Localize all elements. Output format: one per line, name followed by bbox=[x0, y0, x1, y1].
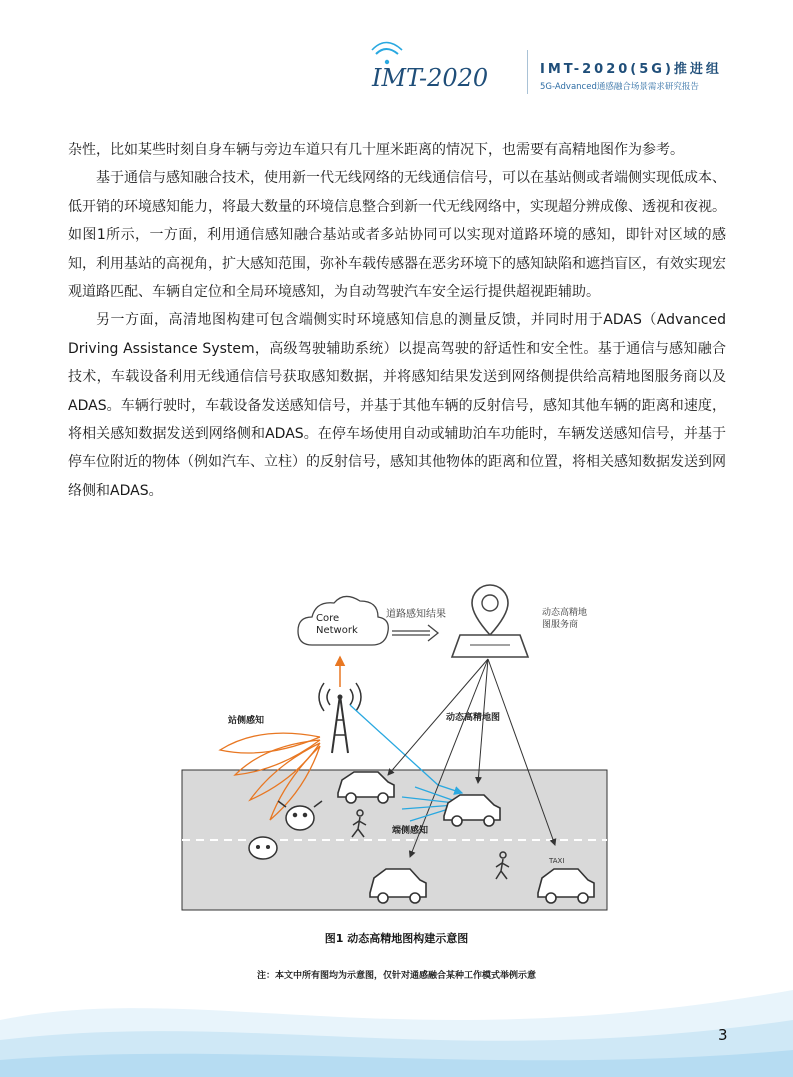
figure-caption: 图1 动态高精地图构建示意图 bbox=[324, 932, 469, 945]
paragraph-1: 杂性，比如某些时刻自身车辆与旁边车道只有几十厘米距离的情况下，也需要有高精地图作为参考。 bbox=[68, 142, 684, 158]
network-label: Network bbox=[316, 625, 358, 636]
dynamic-map-label: 动态高精地图 bbox=[446, 713, 501, 723]
figure-note: 注：本文中所有图均为示意图，仅针对通感融合某种工作模式举例示意 bbox=[256, 971, 536, 981]
body-text bbox=[68, 136, 726, 505]
paragraph-2: 基于通信与感知融合技术，使用新一代无线网络的无线通信信号，可以在基站侧或者端侧实现低成本、低开销的环境感知能力，将最大数量的环境信息整合到新一代无线网络中，实现超分辨成像、透视和夜视。如图1所示，一方面，利用通信感知融合基站或者多站协同可以实现对道路环境的感知，即针对区域的感知，利用基站的高视角，扩大感知范围，弥补车载传感器在恶劣环境下的感知缺陷和遮挡盲区，有效实现宏观道路匹配、车辆自定位和全局环境感知，为自动驾驶汽车安全运行提供超视距辅助。 bbox=[68, 170, 726, 301]
sheep-icon bbox=[249, 837, 277, 859]
road-result-arrow bbox=[392, 625, 438, 641]
header-subtitle: 5G-Advanced通感融合场景需求研究报告 bbox=[540, 82, 699, 92]
station-sensing-label: 站侧感知 bbox=[228, 716, 265, 726]
imt2020-logo bbox=[368, 40, 518, 100]
taxi-label: TAXI bbox=[549, 857, 565, 865]
page-number: 3 bbox=[718, 1026, 728, 1044]
logo-text: IMT-2020 bbox=[372, 64, 489, 92]
core-label: Core bbox=[316, 613, 340, 624]
map-provider-icon bbox=[452, 585, 528, 657]
map-provider-line2: 图服务商 bbox=[542, 620, 579, 630]
core-network-cloud bbox=[298, 596, 388, 645]
header-divider bbox=[527, 50, 528, 94]
base-station-icon bbox=[319, 683, 361, 753]
road-result-label: 道路感知结果 bbox=[386, 609, 446, 620]
terminal-sensing-label: 端侧感知 bbox=[392, 826, 429, 836]
dynamic-map-figure bbox=[170, 575, 620, 920]
paragraph-3: 另一方面，高清地图构建可包含端侧实时环境感知信息的测量反馈，并同时用于ADAS（Advanced Driving Assistance System，高级驾驶辅助系统）以提高驾驶的舒适性和安全性。基于通信与感知融合技术，车载设备利用无线通信信号获取感知数据，并将感知结果发送到网络侧提供给高精地图服务商以及ADAS。车辆行驶时，车载设备发送感知信号，并基于其他车辆的反射信号，感知其他车辆的距离和速度，将相关感知数据发送到网络侧和ADAS。在停车场使用自动或辅助泊车功能时，车辆发送感知信号，并基于停车位附近的物体（例如汽车、立柱）的反射信号，感知其他物体的距离和位置，将相关感知数据发送到网络侧和ADAS。 bbox=[68, 312, 726, 499]
header-title: IMT-2020(5G)推进组 bbox=[540, 62, 722, 77]
footer-wave-decoration bbox=[0, 900, 793, 1077]
map-provider-line1: 动态高精地 bbox=[542, 608, 588, 618]
